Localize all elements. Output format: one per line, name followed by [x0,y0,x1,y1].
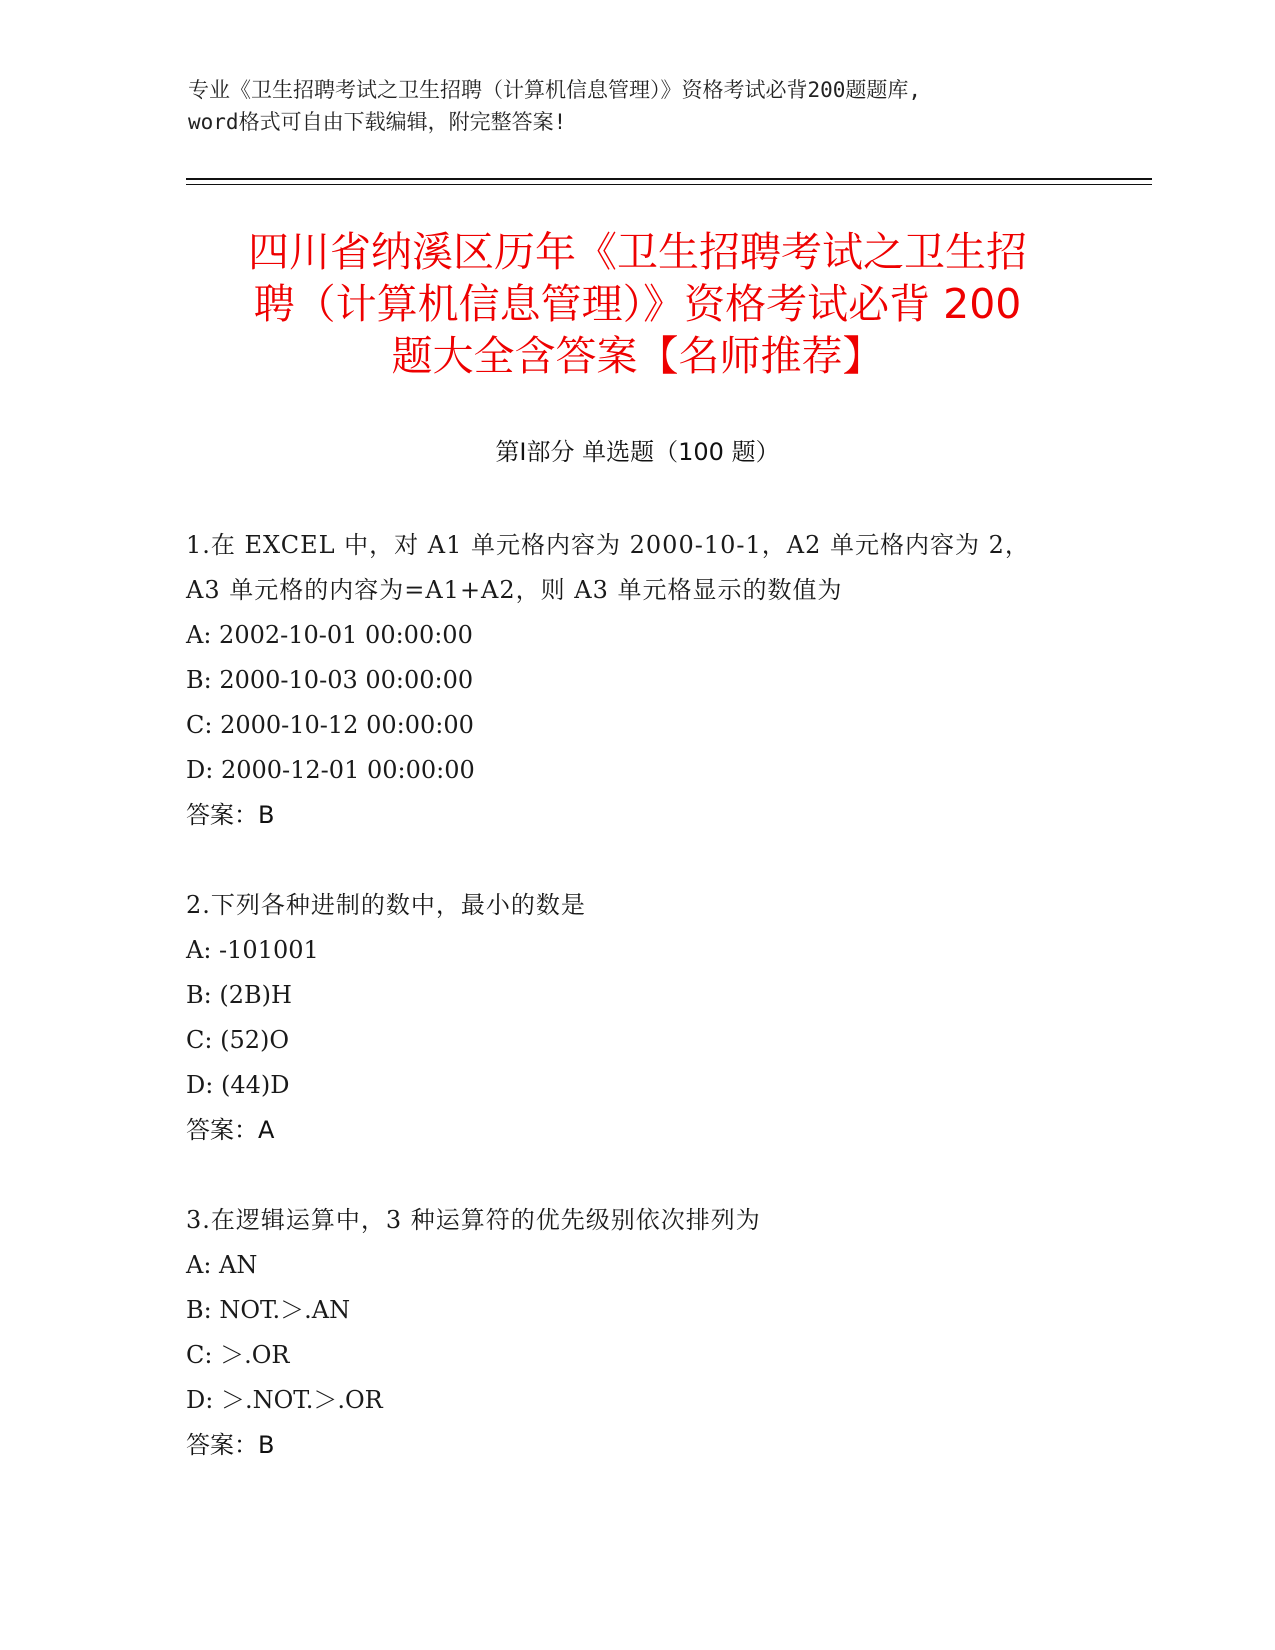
question-1 [186,523,1126,838]
answer-line: 答案：A [186,1116,275,1144]
question-stem: 3.在逻辑运算中，3 种运算符的优先级别依次排列为 [186,1206,761,1234]
title-line-1: 四川省纳溪区历年《卫生招聘考试之卫生招 [248,228,1027,276]
question-3 [186,1198,1126,1468]
document-title [170,226,1105,382]
section-title: 第Ⅰ部分 单选题（100 题） [495,438,780,466]
question-stem: 2.下列各种进制的数中，最小的数是 [186,891,586,919]
option-d: D: ＞.NOT.＞.OR [186,1386,383,1414]
option-c: C: 2000-10-12 00:00:00 [186,711,474,739]
question-stem-continued: A3 单元格的内容为=A1+A2，则 A3 单元格显示的数值为 [186,576,843,604]
option-a: A: 2002-10-01 00:00:00 [186,621,473,649]
question-stem: 1.在 EXCEL 中，对 A1 单元格内容为 2000-10-1，A2 单元格内容为 2， [186,531,1030,559]
answer-line: 答案：B [186,1431,275,1459]
option-c: C: ＞.OR [186,1341,290,1369]
answer-line: 答案：B [186,801,275,829]
header-divider-thin [186,184,1152,185]
option-c: C: (52)O [186,1026,290,1054]
question-2 [186,883,1126,1153]
header-note-line-2: word格式可自由下载编辑，附完整答案! [188,110,567,134]
header-divider-thick [186,178,1152,180]
header-note-line-1: 专业《卫生招聘考试之卫生招聘（计算机信息管理）》资格考试必背200题题库, [188,78,922,102]
title-line-3: 题大全含答案【名师推荐】 [391,332,884,380]
option-d: D: 2000-12-01 00:00:00 [186,756,475,784]
option-a: A: -101001 [186,936,319,964]
option-b: B: NOT.＞.AN [186,1296,351,1324]
option-b: B: (2B)H [186,981,292,1009]
option-a: A: AN [186,1251,258,1279]
header-note [188,74,1088,138]
option-b: B: 2000-10-03 00:00:00 [186,666,474,694]
option-d: D: (44)D [186,1071,290,1099]
title-line-2: 聘（计算机信息管理）》资格考试必背 200 [253,280,1022,328]
question-list [186,523,1126,1513]
